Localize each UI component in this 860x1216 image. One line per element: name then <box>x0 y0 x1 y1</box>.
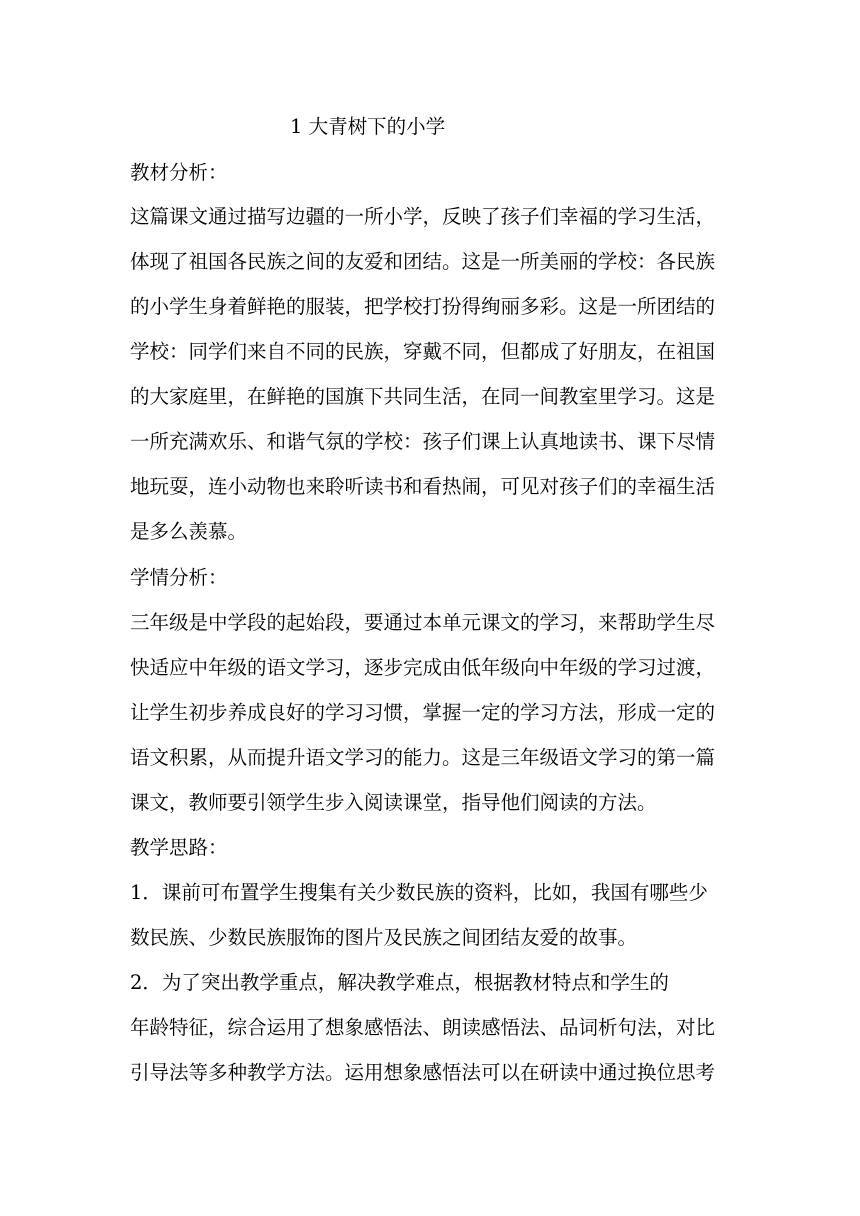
paragraph-line: 让学生初步养成良好的学习习惯，掌握一定的学习方法，形成一定的 <box>130 701 716 724</box>
paragraph-line: 三年级是中学段的起始段，要通过本单元课文的学习，来帮助学生尽 <box>130 611 716 634</box>
paragraph-line: 快适应中年级的语文学习，逐步完成由低年级向中年级的学习过渡， <box>130 656 716 679</box>
paragraph-line: 一所充满欢乐、和谐气氛的学校：孩子们课上认真地读书、课下尽情 <box>130 430 716 453</box>
paragraph-line: 1．课前可布置学生搜集有关少数民族的资料，比如，我国有哪些少 <box>130 881 708 904</box>
paragraph-line: 是多么羡慕。 <box>130 520 248 543</box>
paragraph-line: 引导法等多种教学方法。运用想象感悟法可以在研读中通过换位思考 <box>130 1061 716 1084</box>
paragraph-line: 的小学生身着鲜艳的服装，把学校打扮得绚丽多彩。这是一所团结的 <box>130 295 716 318</box>
section-heading: 教材分析： <box>130 161 228 184</box>
paragraph-line: 课文，教师要引领学生步入阅读课堂，指导他们阅读的方法。 <box>130 791 657 814</box>
paragraph-line: 2．为了突出教学重点，解决教学难点，根据教材特点和学生的 <box>130 971 669 994</box>
document-title: 1 大青树下的小学 <box>290 115 446 138</box>
paragraph-line: 体现了祖国各民族之间的友爱和团结。这是一所美丽的学校：各民族 <box>130 250 716 273</box>
paragraph-line: 年龄特征，综合运用了想象感悟法、朗读感悟法、品词析句法，对比 <box>130 1016 716 1039</box>
paragraph-line: 地玩耍，连小动物也来聆听读书和看热闹，可见对孩子们的幸福生活 <box>130 475 716 498</box>
paragraph-line: 的大家庭里，在鲜艳的国旗下共同生活，在同一间教室里学习。这是 <box>130 385 716 408</box>
section-heading: 学情分析： <box>130 566 228 589</box>
section-heading: 教学思路： <box>130 836 228 859</box>
paragraph-line: 学校：同学们来自不同的民族，穿戴不同，但都成了好朋友，在祖国 <box>130 340 716 363</box>
paragraph-line: 语文积累，从而提升语文学习的能力。这是三年级语文学习的第一篇 <box>130 746 716 769</box>
paragraph-line: 数民族、少数民族服饰的图片及民族之间团结友爱的故事。 <box>130 926 638 949</box>
paragraph-line: 这篇课文通过描写边疆的一所小学，反映了孩子们幸福的学习生活， <box>130 205 716 228</box>
